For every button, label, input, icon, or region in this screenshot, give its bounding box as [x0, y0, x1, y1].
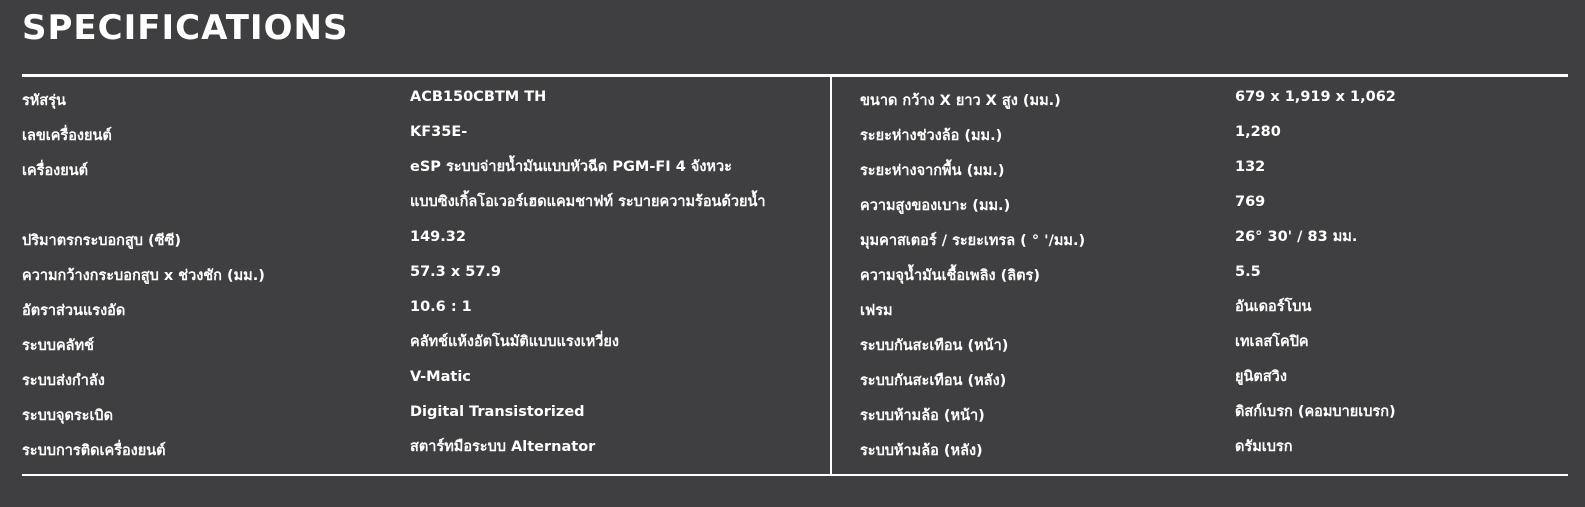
spec-label: เลขเครื่องยนต์	[22, 128, 112, 144]
spec-value: อันเดอร์โบน	[1235, 299, 1312, 315]
spec-label: มุมคาสเตอร์ / ระยะเทรล ( ° '/มม.)	[860, 233, 1086, 249]
column-divider	[830, 77, 832, 474]
spec-label: ระบบการติดเครื่องยนต์	[22, 443, 166, 459]
spec-row-engine-number	[22, 116, 822, 151]
spec-value: 149.32	[410, 229, 466, 245]
specifications-table	[22, 74, 1568, 476]
spec-value: V-Matic	[410, 369, 471, 385]
spec-label: ระบบห้ามล้อ (หลัง)	[860, 443, 983, 459]
spec-row-rear-suspension	[860, 361, 1560, 396]
spec-row-caster-trail	[860, 221, 1560, 256]
spec-row-frame	[860, 291, 1560, 326]
spec-value-line: แบบซิงเกิ้ลโอเวอร์เฮดแคมชาฟท์ ระบายความร้อนด้วยน้ำ	[410, 194, 766, 210]
spec-row-compression-ratio	[22, 291, 822, 326]
spec-value: สตาร์ทมือระบบ Alternator	[410, 439, 596, 455]
spec-label: ความจุน้ำมันเชื้อเพลิง (ลิตร)	[860, 268, 1040, 284]
spec-value: Digital Transistorized	[410, 404, 585, 420]
spec-value: 1,280	[1235, 124, 1281, 140]
spec-row-bore-stroke	[22, 256, 822, 291]
left-spec-column	[22, 81, 822, 466]
spec-label: ปริมาตรกระบอกสูบ (ซีซี)	[22, 233, 181, 249]
spec-label: อัตราส่วนแรงอัด	[22, 303, 126, 319]
spec-row-ground-clearance	[860, 151, 1560, 186]
spec-label: ระบบจุดระเบิด	[22, 408, 114, 424]
spec-value: 769	[1235, 194, 1266, 210]
spec-value: 5.5	[1235, 264, 1261, 280]
spec-value: 10.6 : 1	[410, 299, 472, 315]
spec-value: เทเลสโคปิค	[1235, 334, 1309, 350]
spec-label: ความสูงของเบาะ (มม.)	[860, 198, 1011, 214]
spec-label: ระบบคลัทช์	[22, 338, 94, 354]
spec-row-front-brake	[860, 396, 1560, 431]
spec-label: ขนาด กว้าง X ยาว X สูง (มม.)	[860, 93, 1061, 109]
spec-label: ระบบกันสะเทือน (หน้า)	[860, 338, 1009, 354]
spec-value: 26° 30' / 83 มม.	[1235, 229, 1358, 245]
spec-row-front-suspension	[860, 326, 1560, 361]
spec-value: ยูนิตสวิง	[1235, 369, 1287, 385]
spec-row-dimensions	[860, 81, 1560, 116]
page-title: SPECIFICATIONS	[22, 8, 349, 48]
spec-row-displacement	[22, 221, 822, 256]
spec-row-starting-system	[22, 431, 822, 466]
spec-label: ระยะห่างช่วงล้อ (มม.)	[860, 128, 1003, 144]
spec-row-wheelbase	[860, 116, 1560, 151]
spec-row-seat-height	[860, 186, 1560, 221]
spec-value: KF35E-	[410, 124, 468, 140]
spec-value: ดิสก์เบรก (คอมบายเบรก)	[1235, 404, 1396, 420]
spec-label: ระบบส่งกำลัง	[22, 373, 105, 389]
spec-row-clutch	[22, 326, 822, 361]
spec-label: ความกว้างกระบอกสูบ x ช่วงชัก (มม.)	[22, 268, 265, 284]
spec-value: 132	[1235, 159, 1266, 175]
spec-value: ดรัมเบรก	[1235, 439, 1293, 455]
spec-value: คลัทช์แห้งอัตโนมัติแบบแรงเหวี่ยง	[410, 334, 619, 350]
spec-label: เครื่องยนต์	[22, 163, 89, 179]
spec-value-line: eSP ระบบจ่ายน้ำมันแบบหัวฉีด PGM-FI 4 จังหวะ	[410, 159, 732, 175]
spec-label: รหัสรุ่น	[22, 93, 66, 109]
spec-value	[410, 150, 766, 220]
spec-row-fuel-capacity	[860, 256, 1560, 291]
spec-value: 57.3 x 57.9	[410, 264, 502, 280]
spec-row-model-code	[22, 81, 822, 116]
spec-row-rear-brake	[860, 431, 1560, 466]
spec-label: ระบบกันสะเทือน (หลัง)	[860, 373, 1007, 389]
spec-value: 679 x 1,919 x 1,062	[1235, 89, 1396, 105]
spec-value: ACB150CBTM TH	[410, 89, 547, 105]
spec-row-engine	[22, 151, 822, 221]
spec-row-ignition	[22, 396, 822, 431]
spec-label: เฟรม	[860, 303, 893, 319]
spec-label: ระบบห้ามล้อ (หน้า)	[860, 408, 985, 424]
right-spec-column	[860, 81, 1560, 466]
spec-label: ระยะห่างจากพื้น (มม.)	[860, 163, 1005, 179]
spec-row-transmission	[22, 361, 822, 396]
